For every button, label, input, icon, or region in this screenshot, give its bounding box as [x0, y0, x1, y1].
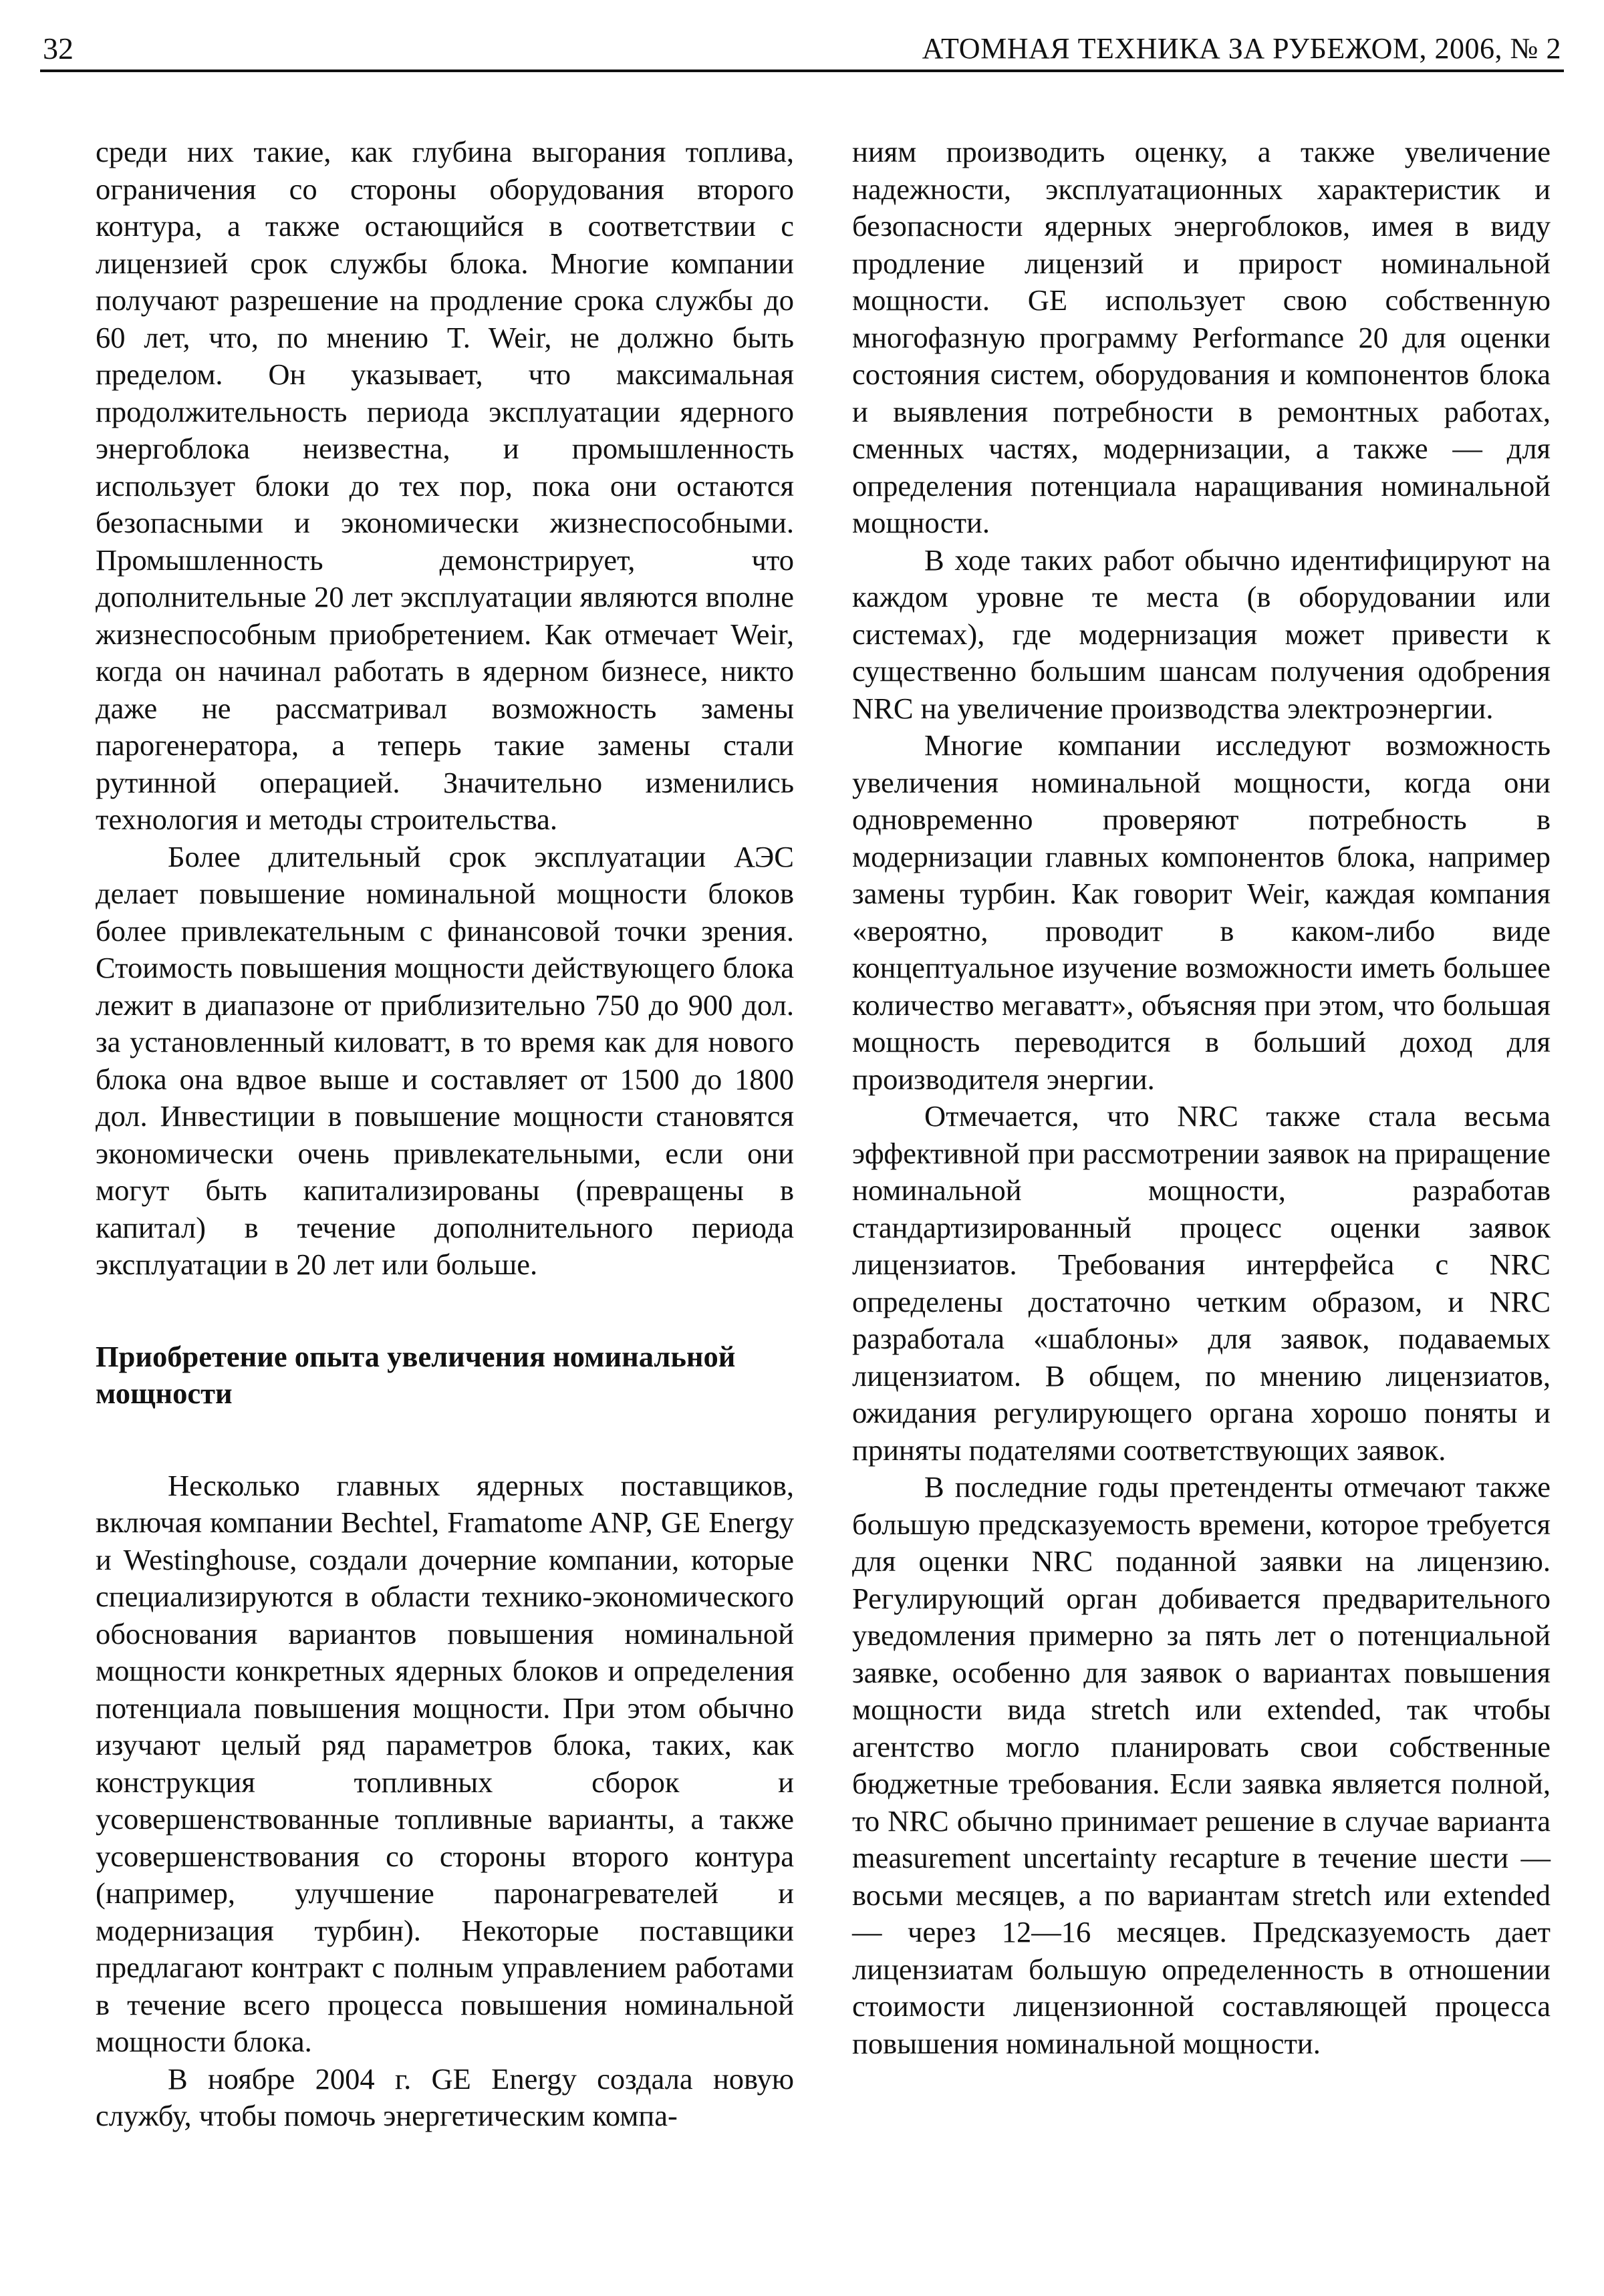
paragraph: Более длительный срок эксплуатации АЭС делает повышение номинальной мощности блоков более привлекательным с финансовой точки зрения. Стоимость повышения мощности действующего блока лежит в диапазоне от приблизительно 750 до 900 дол. за установленный киловатт, в то время как для нового блока она вдвое выше и составляет от 1500 до 1800 дол. Инвестиции в повышение мощности становятся экономически очень привлекательными, если они могут быть капитализированы (превращены в капитал) в течение дополнительного периода эксплуатации в 20 лет или больше. [96, 839, 794, 1281]
right-column [852, 134, 1551, 2062]
page-header [40, 28, 1564, 72]
left-column [96, 134, 794, 2135]
journal-title: АТОМНАЯ ТЕХНИКА ЗА РУБЕЖОМ, 2006, № 2 [922, 32, 1561, 65]
paragraph: среди них такие, как глубина выгорания топлива, ограничения со стороны оборудования второго контура, а также остающийся в соответствии с лицензией срок службы блока. Многие компании получают разрешение на продление срока службы до 60 лет, что, по мнению T. Weir, не должно быть пределом. Он указывает, что максимальная продолжительность периода эксплуатации ядерного энергоблока неизвестна, и промышленность использует блоки до тех пор, пока они остаются безопасными и экономически жизнеспособными. Промышленность демонстрирует, что дополнительные 20 лет эксплуатации являются вполне жизнеспособным приобретением. Как отмечает Weir, когда он начинал работать в ядерном бизнесе, никто даже не рассматривал возможность замены парогенератора, а теперь такие замены стали рутинной операцией. Значительно изменились технология и методы строительства. [96, 135, 794, 836]
paragraph: Несколько главных ядерных поставщиков, включая компании Bechtel, Framatome ANP, GE Energy и Westinghouse, создали дочерние компании, которые специализируются в области технико-экономического обоснования вариантов повышения номинальной мощности конкретных ядерных блоков и определения потенциала повышения мощности. При этом обычно изучают целый ряд параметров блока, таких, как конструкция топливных сборок и усовершенствованные топливные варианты, а также усовершенствования со стороны второго контура (например, улучшение паронагревателей и модернизация турбин). Некоторые поставщики предлагают контракт с полным управлением работами в течение всего процесса повышения номинальной мощности блока. [96, 1468, 794, 2058]
paragraph: Отмечается, что NRC также стала весьма эффективной при рассмотрении заявок на приращение номинальной мощности, разработав стандартизированный процесс оценки заявок лицензиатов. Требования интерфейса с NRC определены достаточно четким образом, и NRC разработала «шаблоны» для заявок, подаваемых лицензиатом. В общем, по мнению лицензиатов, ожидания регулирующего органа хорошо поняты и приняты подателями соответствующих заявок. [852, 1099, 1551, 1467]
paragraph: В ноябре 2004 г. GE Energy создала новую службу, чтобы помочь энергетическим компа- [96, 2061, 794, 2132]
section-heading: Приобретение опыта увеличения номинальной мощности [96, 1339, 736, 1410]
paragraph: В ходе таких работ обычно идентифицируют на каждом уровне те места (в оборудовании или системах), где модернизация может привести к существенно большим шансам получения одобрения NRC на увеличение производства электроэнергии. [852, 543, 1551, 725]
paragraph: В последние годы претенденты отмечают также большую предсказуемость времени, которое требуется для оценки NRC поданной заявки на лицензию. Регулирующий орган добивается предварительного уведомления примерно за пять лет о потенциальной заявке, особенно для заявок о вариантах повышения мощности вида stretch или extended, так чтобы агентство могло планировать свои собственные бюджетные требования. Если заявка является полной, то NRC обычно принимает решение в случае варианта measurement uncertainty recapture в течение шести — восьми месяцев, а по вариантам stretch или extended — через 12—16 месяцев. Предсказуемость дает лицензиатам большую определенность в отношении стоимости лицензионной составляющей процесса повышения номинальной мощности. [852, 1470, 1551, 2060]
page-number: 32 [43, 31, 74, 65]
paragraph: ниям производить оценку, а также увеличение надежности, эксплуатационных характеристик и безопасности ядерных энергоблоков, имея в виду продление лицензий и прирост номинальной мощности. GE использует свою собственную многофазную программу Performance 20 для оценки состояния систем, оборудования и компонентов блока и выявления потребности в ремонтных работах, сменных частях, модернизации, а также — для определения потенциала наращивания номинальной мощности. [852, 135, 1551, 539]
paragraph: Многие компании исследуют возможность увеличения номинальной мощности, когда они одновременно проверяют потребность в модернизации главных компонентов блока, например замены турбин. Как говорит Weir, каждая компания «вероятно, проводит в каком-либо виде концептуальное изучение возможности иметь большее количество мегаватт», объясняя при этом, что большая мощность переводится в больший доход для производителя энергии. [852, 728, 1551, 1096]
